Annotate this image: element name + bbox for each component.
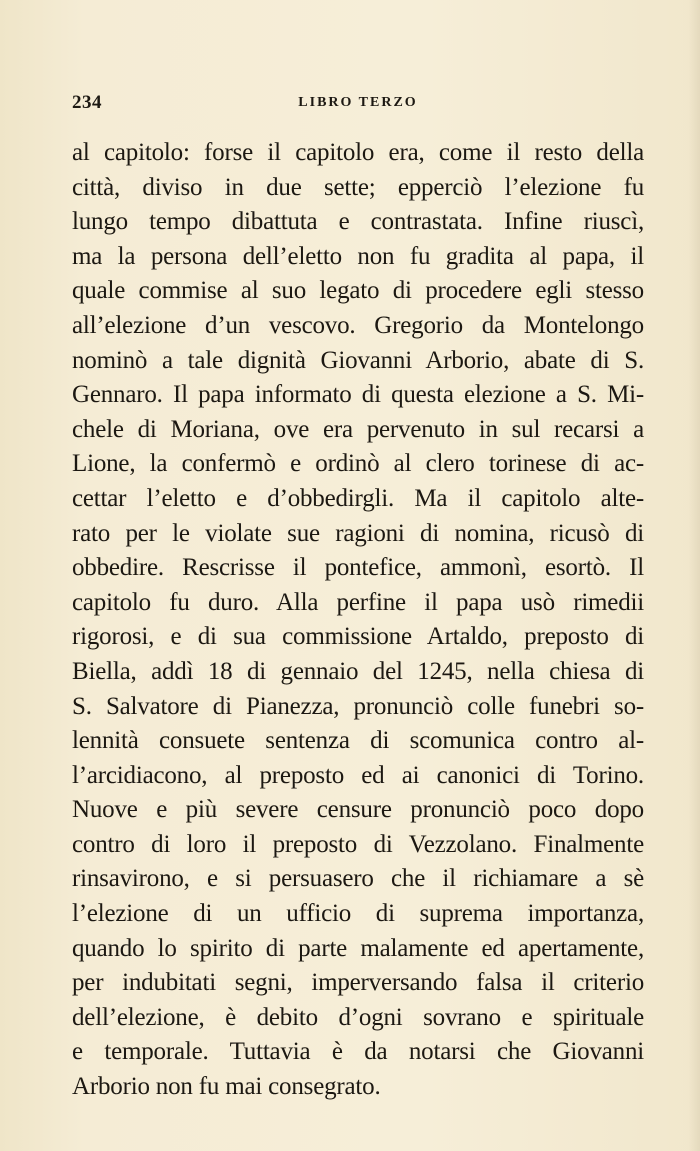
body-text bbox=[72, 136, 644, 1105]
text-line: quando lo spirito di parte malamente ed apertamente, bbox=[72, 934, 644, 962]
text-line: Gennaro. Il papa informato di questa elezione a S. Mi- bbox=[72, 381, 644, 409]
text-line: rinsavirono, e si persuasero che il richiamare a sè bbox=[72, 865, 644, 893]
text-line: e temporale. Tuttavia è da notarsi che Giovanni bbox=[72, 1038, 644, 1066]
text-line: quale commise al suo legato di procedere egli stesso bbox=[72, 277, 644, 305]
text-line: città, diviso in due sette; epperciò l’elezione fu bbox=[72, 173, 644, 201]
text-line: cettar l’eletto e d’obbedirgli. Ma il capitolo alte- bbox=[72, 484, 644, 512]
page-number: 234 bbox=[72, 92, 102, 113]
text-line: capitolo fu duro. Alla perfine il papa usò rimedii bbox=[72, 588, 644, 616]
running-title: LIBRO TERZO bbox=[298, 95, 418, 110]
text-line: rigorosi, e di sua commissione Artaldo, preposto di bbox=[72, 623, 644, 651]
text-line: obbedire. Rescrisse il pontefice, ammonì, esortò. Il bbox=[72, 554, 644, 582]
text-line: al capitolo: forse il capitolo era, come il resto della bbox=[72, 139, 644, 166]
text-line: per indubitati segni, imperversando falsa il criterio bbox=[72, 969, 644, 997]
text-line: l’arcidiacono, al preposto ed ai canonici di Torino. bbox=[72, 761, 644, 789]
text-line: Arborio non fu mai consegrato. bbox=[72, 1073, 381, 1101]
text-line: S. Salvatore di Pianezza, pronunciò colle funebri so- bbox=[72, 692, 644, 720]
text-line: nominò a tale dignità Giovanni Arborio, abate di S. bbox=[72, 346, 644, 374]
running-head bbox=[72, 92, 644, 116]
page-edge-shadow bbox=[688, 0, 700, 1151]
text-line: rato per le violate sue ragioni di nomina, ricusò di bbox=[72, 519, 644, 547]
text-line: ma la persona dell’eletto non fu gradita al papa, il bbox=[72, 242, 644, 270]
text-line: l’elezione di un ufficio di suprema importanza, bbox=[72, 900, 644, 928]
text-line: Lione, la confermò e ordinò al clero torinese di ac- bbox=[72, 450, 644, 478]
text-line: Nuove e più severe censure pronunciò poco dopo bbox=[72, 796, 644, 824]
text-line: dell’elezione, è debito d’ogni sovrano e spirituale bbox=[72, 1003, 644, 1031]
text-line: lennità consuete sentenza di scomunica contro al- bbox=[72, 727, 644, 755]
text-line: lungo tempo dibattuta e contrastata. Infine riuscì, bbox=[72, 208, 644, 236]
text-line: Biella, addì 18 di gennaio del 1245, nella chiesa di bbox=[72, 657, 644, 685]
text-line: chele di Moriana, ove era pervenuto in sul recarsi a bbox=[72, 415, 644, 443]
text-line: all’elezione d’un vescovo. Gregorio da Montelongo bbox=[72, 311, 644, 339]
text-line: contro di loro il preposto di Vezzolano. Finalmente bbox=[72, 830, 644, 858]
